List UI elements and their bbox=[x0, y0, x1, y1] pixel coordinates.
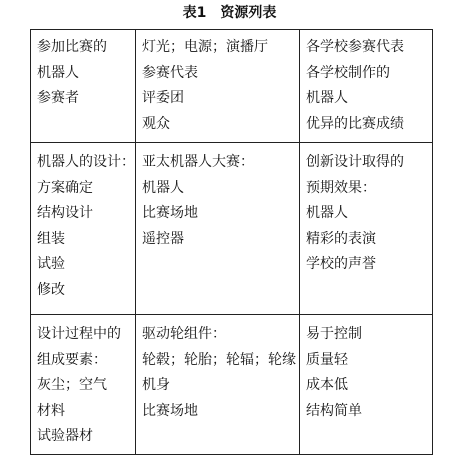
cell-line: 质量轻 bbox=[306, 351, 348, 368]
cell-line: 机器人的设计： bbox=[37, 154, 135, 170]
cell-line: 组装 bbox=[37, 230, 65, 247]
cell-line: 各学校参赛代表 bbox=[306, 39, 404, 55]
cell-line: 方案确定 bbox=[37, 179, 93, 196]
cell-line: 试验 bbox=[37, 256, 65, 272]
cell-line: 参赛代表 bbox=[142, 64, 198, 81]
table-number: 表1 bbox=[182, 5, 207, 21]
cell-line: 试验器材 bbox=[37, 428, 93, 444]
cell-line: 各学校制作的 bbox=[306, 64, 390, 81]
resource-table bbox=[30, 29, 433, 455]
table-cell bbox=[31, 30, 136, 143]
table-title: 资源列表 bbox=[220, 5, 277, 21]
cell-line: 机器人 bbox=[37, 64, 79, 81]
cell-line: 结构设计 bbox=[37, 205, 93, 221]
table-cell bbox=[136, 315, 300, 455]
table-row bbox=[31, 30, 433, 143]
cell-line: 创新设计取得的 bbox=[306, 154, 404, 170]
resource-table-body bbox=[31, 30, 433, 455]
cell-line: 预期效果： bbox=[306, 179, 376, 196]
table-row bbox=[31, 315, 433, 455]
cell-line: 亚太机器人大赛： bbox=[142, 154, 254, 170]
cell-line: 学校的声誉 bbox=[306, 256, 376, 272]
table-caption bbox=[0, 3, 459, 23]
cell-line: 驱动轮组件： bbox=[142, 326, 226, 342]
cell-line: 机器人 bbox=[142, 179, 184, 196]
table-cell bbox=[300, 315, 433, 455]
table-cell bbox=[300, 143, 433, 315]
cell-line: 组成要素： bbox=[37, 351, 107, 368]
cell-line: 灯光；电源；演播厅 bbox=[142, 39, 268, 55]
cell-line: 观众 bbox=[142, 115, 170, 132]
cell-line: 遥控器 bbox=[142, 230, 184, 247]
cell-line: 比赛场地 bbox=[142, 205, 198, 221]
cell-line: 成本低 bbox=[306, 377, 348, 393]
cell-line: 轮毂；轮胎；轮辐；轮缘 bbox=[142, 351, 296, 368]
cell-line: 修改 bbox=[37, 281, 65, 298]
cell-line: 材料 bbox=[37, 402, 65, 419]
cell-line: 易于控制 bbox=[306, 326, 362, 342]
table-cell bbox=[31, 143, 136, 315]
table-cell bbox=[136, 30, 300, 143]
cell-line: 机器人 bbox=[306, 205, 348, 221]
table-cell bbox=[136, 143, 300, 315]
cell-line: 参赛者 bbox=[37, 90, 79, 106]
cell-line: 评委团 bbox=[142, 90, 184, 106]
cell-line: 参加比赛的 bbox=[37, 39, 107, 55]
table-cell bbox=[31, 315, 136, 455]
table-cell bbox=[300, 30, 433, 143]
cell-line: 精彩的表演 bbox=[306, 230, 376, 247]
cell-line: 结构简单 bbox=[306, 402, 362, 419]
cell-line: 机器人 bbox=[306, 90, 348, 106]
table-row bbox=[31, 143, 433, 315]
cell-line: 机身 bbox=[142, 377, 170, 393]
cell-line: 设计过程中的 bbox=[37, 326, 121, 342]
cell-line: 比赛场地 bbox=[142, 402, 198, 419]
cell-line: 优异的比赛成绩 bbox=[306, 115, 404, 132]
cell-line: 灰尘；空气 bbox=[37, 377, 107, 393]
